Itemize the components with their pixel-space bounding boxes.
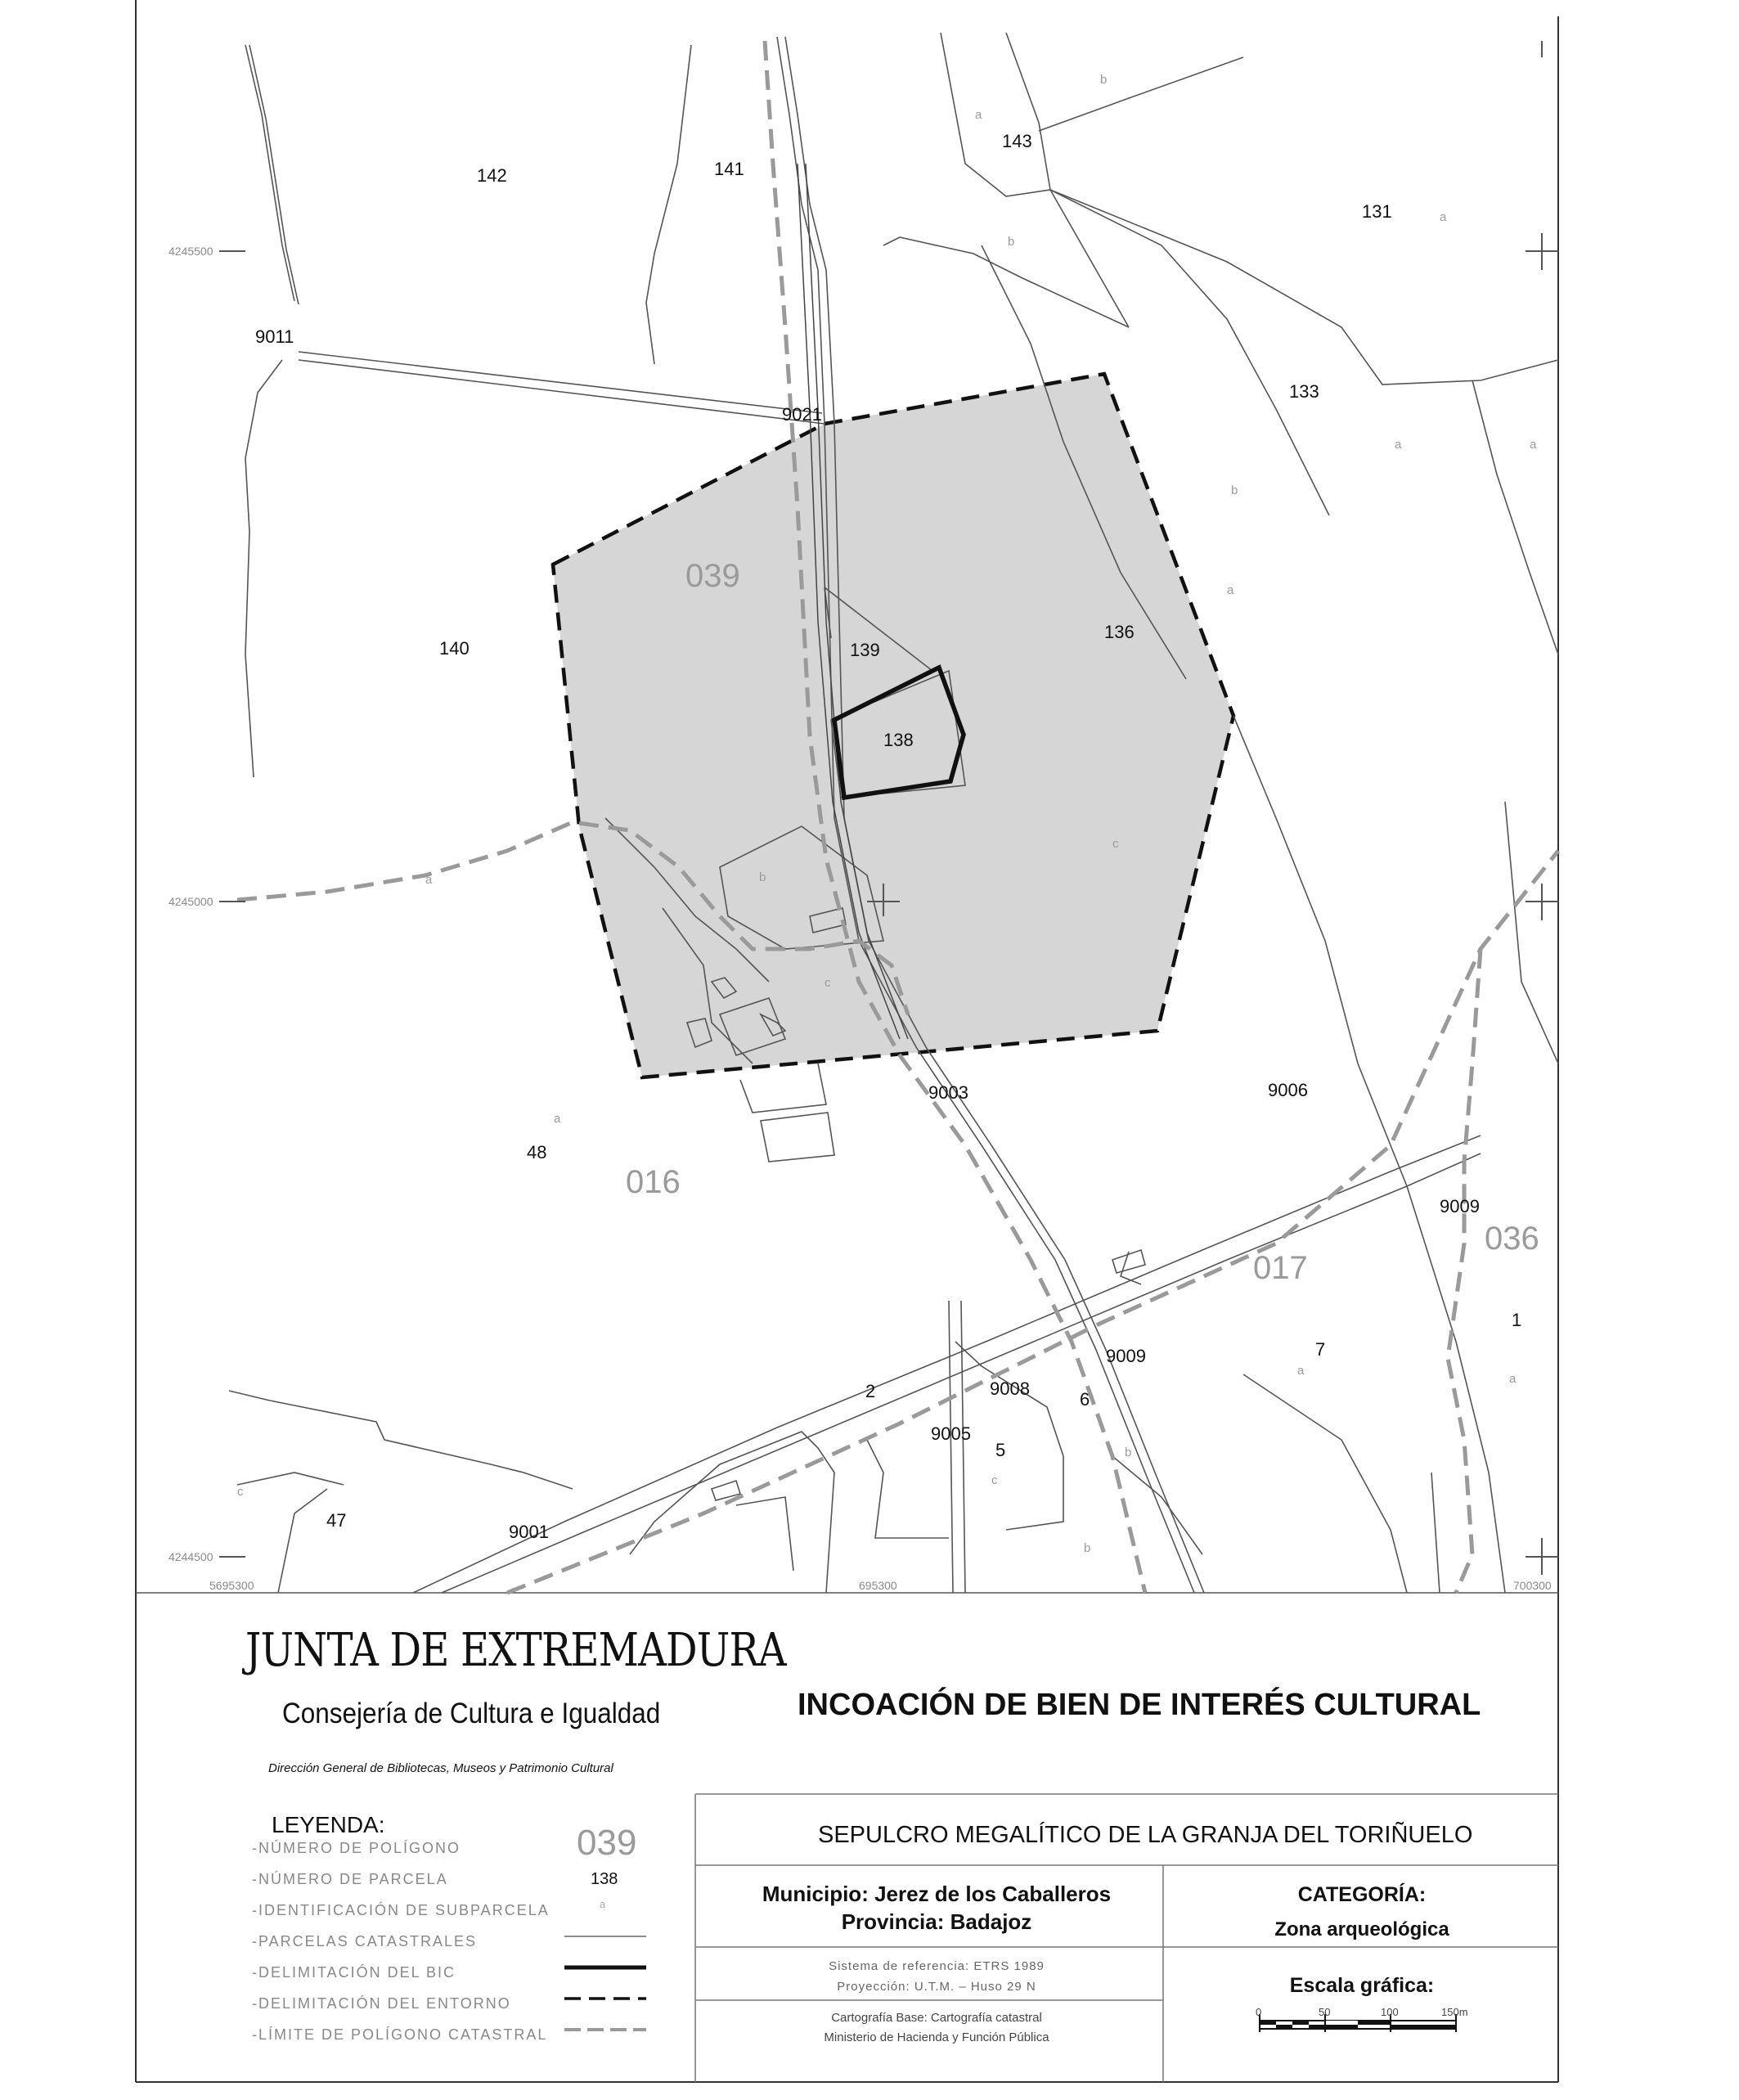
subparcel-id: a	[425, 873, 433, 887]
base-cartography: Cartografía Base: Cartografía catastral	[831, 2011, 1042, 2025]
scale-label: 0	[1256, 2006, 1262, 2018]
entorno-polygon	[553, 374, 1233, 1077]
parcel-number: 6	[1080, 1389, 1090, 1410]
legend-item-bic-boundary: -DELIMITACIÓN DEL BIC	[252, 1964, 456, 1981]
subparcel-id: a	[554, 1112, 561, 1126]
parcel-number: 48	[527, 1142, 547, 1162]
reference-system: Sistema de referencia: ETRS 1989	[829, 1959, 1045, 1973]
subparcel-id: b	[1084, 1541, 1091, 1555]
parcel-number: 143	[1002, 131, 1032, 151]
parcel-number: 9009	[1440, 1196, 1480, 1216]
legend-title: LEYENDA:	[272, 1812, 385, 1837]
ministry: Ministerio de Hacienda y Función Pública	[824, 2030, 1049, 2044]
coord-y-0: 4245500	[169, 245, 213, 258]
parcel-number: 139	[850, 640, 880, 660]
polygon-number: 039	[685, 558, 740, 594]
parcel-number: 142	[477, 165, 507, 186]
coord-x-0: 5695300	[209, 1579, 254, 1592]
parcel-number: 141	[714, 159, 744, 179]
subparcel-id: a	[1395, 438, 1402, 452]
legend-polygon-sample: 039	[577, 1823, 637, 1863]
parcel-number: 9003	[928, 1082, 968, 1103]
parcel-number: 140	[439, 638, 470, 659]
parcel-number: 9009	[1106, 1346, 1146, 1366]
polygon-number: 036	[1485, 1221, 1539, 1257]
legend-item-entorno-boundary: -DELIMITACIÓN DEL ENTORNO	[252, 1995, 511, 2012]
parcel-number: 2	[865, 1381, 876, 1401]
subparcel-id: a	[1509, 1372, 1517, 1386]
legend-item-subparcel-id: -IDENTIFICACIÓN DE SUBPARCELA	[252, 1902, 550, 1918]
coord-y-2: 4244500	[169, 1550, 213, 1563]
subparcel-id: b	[1008, 235, 1015, 249]
parcel-number: 9001	[509, 1522, 549, 1542]
subparcel-id: c	[237, 1485, 244, 1499]
parcel-number: 47	[326, 1510, 347, 1531]
parcel-number: 5	[995, 1440, 1006, 1460]
polygon-number: 016	[626, 1164, 681, 1200]
parcel-number: 136	[1104, 622, 1135, 642]
parcel-number: 7	[1315, 1339, 1326, 1360]
subparcel-id: b	[1100, 73, 1108, 87]
parcel-number: 131	[1362, 201, 1392, 222]
legend-item-parcel-number: -NÚMERO DE PARCELA	[252, 1871, 448, 1887]
escala-label: Escala gráfica:	[1289, 1974, 1435, 1997]
subparcel-id: b	[1125, 1446, 1132, 1459]
parcel-number: 9021	[782, 404, 822, 425]
subparcel-id: b	[1231, 483, 1238, 497]
subparcel-id: c	[825, 976, 831, 990]
subparcel-id: a	[1227, 583, 1234, 597]
subparcel-id: b	[759, 870, 766, 884]
scale-label: 50	[1319, 2006, 1331, 2018]
projection: Proyección: U.T.M. – Huso 29 N	[837, 1980, 1036, 1994]
polygon-number: 017	[1253, 1250, 1308, 1286]
consejeria-name: Consejería de Cultura e Igualdad	[282, 1698, 661, 1729]
scale-label: 150m	[1441, 2006, 1468, 2018]
categoria-value: Zona arqueológica	[1274, 1918, 1449, 1940]
institution-name: JUNTA DE EXTREMADURA	[245, 1624, 786, 1677]
parcel-number: 138	[883, 730, 914, 750]
coord-x-2: 700300	[1513, 1579, 1552, 1592]
provincia: Provincia: Badajoz	[841, 1909, 1032, 1934]
subparcel-id: a	[1440, 210, 1447, 224]
graphic-scale	[1260, 2014, 1456, 2032]
scale-label: 100	[1381, 2006, 1399, 2018]
parcel-number: 1	[1512, 1310, 1522, 1330]
legend-parcel-sample: 138	[591, 1870, 618, 1888]
coord-x-1: 695300	[859, 1579, 897, 1592]
subparcel-id: c	[1112, 837, 1119, 851]
subparcel-id: a	[1530, 438, 1537, 452]
legend-subparcel-sample: a	[600, 1898, 606, 1910]
main-title: INCOACIÓN DE BIEN DE INTERÉS CULTURAL	[798, 1688, 1481, 1722]
parcel-number: 9011	[255, 326, 294, 347]
parcel-number: 133	[1289, 381, 1319, 402]
coord-y-1: 4245000	[169, 895, 213, 908]
direccion-name: Dirección General de Bibliotecas, Museos y Patrimonio Cultural	[268, 1761, 613, 1775]
parcel-number: 9008	[990, 1378, 1030, 1399]
bic-name: SEPULCRO MEGALÍTICO DE LA GRANJA DEL TORIÑUELO	[818, 1822, 1473, 1848]
legend-symbols	[564, 1936, 646, 2030]
subparcel-id: c	[991, 1473, 998, 1487]
legend-item-parcel-lines: -PARCELAS CATASTRALES	[252, 1933, 478, 1949]
categoria-label: CATEGORÍA:	[1297, 1883, 1427, 1906]
legend-item-polygon-number: -NÚMERO DE POLÍGONO	[252, 1840, 461, 1856]
subparcel-id: a	[1297, 1364, 1305, 1378]
subparcel-id: a	[975, 108, 982, 122]
legend-item-polygon-limit: -LÍMITE DE POLÍGONO CATASTRAL	[252, 2026, 548, 2043]
municipio: Municipio: Jerez de los Caballeros	[762, 1882, 1112, 1906]
parcel-number: 9006	[1268, 1080, 1308, 1100]
parcel-number: 9005	[931, 1423, 971, 1444]
